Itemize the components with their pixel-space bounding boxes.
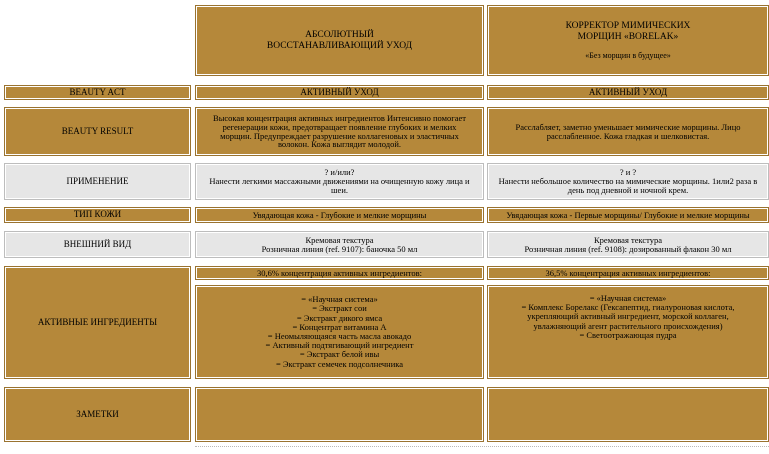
- ingredients-col1-list: [195, 285, 484, 379]
- beauty-result-label: BEAUTY RESULT: [4, 107, 191, 156]
- appearance-col1: Кремовая текстура Розничная линия (ref. 9107): баночка 50 мл: [195, 231, 484, 258]
- header-col2-line2: МОРЩИН «BORELAK»: [577, 31, 679, 42]
- application-label: ПРИМЕНЕНИЕ: [4, 163, 191, 200]
- header-col1: [195, 5, 484, 76]
- application-col1: ? и/или? Нанести легкими массажными движениями на очищенную кожу лица и шеи.: [195, 163, 484, 200]
- divider: [195, 446, 769, 447]
- appearance-label: ВНЕШНИЙ ВИД: [4, 231, 191, 258]
- list-item: = Светоотражающая пудра: [579, 329, 677, 340]
- header-col1-line1: АБСОЛЮТНЫЙ: [305, 29, 374, 40]
- list-item: = Экстракт сои: [312, 303, 367, 314]
- ingredients-col2-head: 36,5% концентрация активных ингредиентов:: [487, 266, 769, 280]
- list-item: = Экстракт белой ивы: [299, 349, 380, 360]
- list-item: = «Научная система»: [589, 293, 667, 303]
- list-item: = Концентрат витамина А: [292, 321, 387, 332]
- beauty-act-col1: АКТИВНЫЙ УХОД: [195, 85, 484, 100]
- beauty-act-col2: АКТИВНЫЙ УХОД: [487, 85, 769, 100]
- list-item: = Экстракт семечек подсолнечника: [275, 358, 404, 369]
- header-col2-line1: КОРРЕКТОР МИМИЧЕСКИХ: [565, 20, 691, 31]
- skin-type-col1: Увядающая кожа - Глубокие и мелкие морщины: [195, 207, 484, 223]
- beauty-result-col2: Расслабляет, заметно уменьшает мимические морщины. Лицо расслабленное. Кожа гладкая и шелковистая.: [487, 107, 769, 156]
- beauty-result-col1: Высокая концентрация активных ингредиентов Интенсивно помогает регенерации кожи, предотвращает появление глубоких и мелких морщин. Предупреждает разрушение коллагеновых и эластичных волокон. Кожа выглядит молодой.: [195, 107, 484, 156]
- notes-col1: [195, 387, 484, 442]
- ingredients-label: АКТИВНЫЕ ИНГРЕДИЕНТЫ: [4, 266, 191, 379]
- list-item: = Экстракт дикого ямса: [296, 312, 383, 323]
- list-item: = Комплекс Борелакс (Гексапептид, гиалуроновая кислота, укрепляющий активный ингредиент, морской коллаген, увлажняющий агент растительного происхождения): [521, 302, 735, 331]
- header-col2-subtitle: «Без морщин в будущее»: [585, 50, 671, 60]
- appearance-col2: Кремовая текстура Розничная линия (ref. 9108): дозированный флакон 30 мл: [487, 231, 769, 258]
- list-item: = Неомыляющаяся часть масла авокадо: [267, 331, 412, 341]
- notes-col2: [487, 387, 769, 442]
- header-col2: [487, 5, 769, 76]
- list-item: = «Научная система»: [301, 294, 378, 305]
- skin-type-label: ТИП КОЖИ: [4, 207, 191, 223]
- ingredients-col2-list: [487, 285, 769, 379]
- application-col2: ? и ? Нанести небольшое количество на мимические морщины. 1или2 раза в день под дневной и ночной крем.: [487, 163, 769, 200]
- beauty-act-label: BEAUTY ACT: [4, 85, 191, 100]
- notes-label: ЗАМЕТКИ: [4, 387, 191, 442]
- skin-type-col2: Увядающая кожа - Первые морщины/ Глубокие и мелкие морщины: [487, 207, 769, 223]
- list-item: = Активный подтягивающий ингредиент: [265, 340, 414, 351]
- ingredients-col1-head: 30,6% концентрация активных ингредиентов:: [195, 266, 484, 280]
- header-col1-line2: ВОССТАНАВЛИВАЮЩИЙ УХОД: [266, 40, 413, 51]
